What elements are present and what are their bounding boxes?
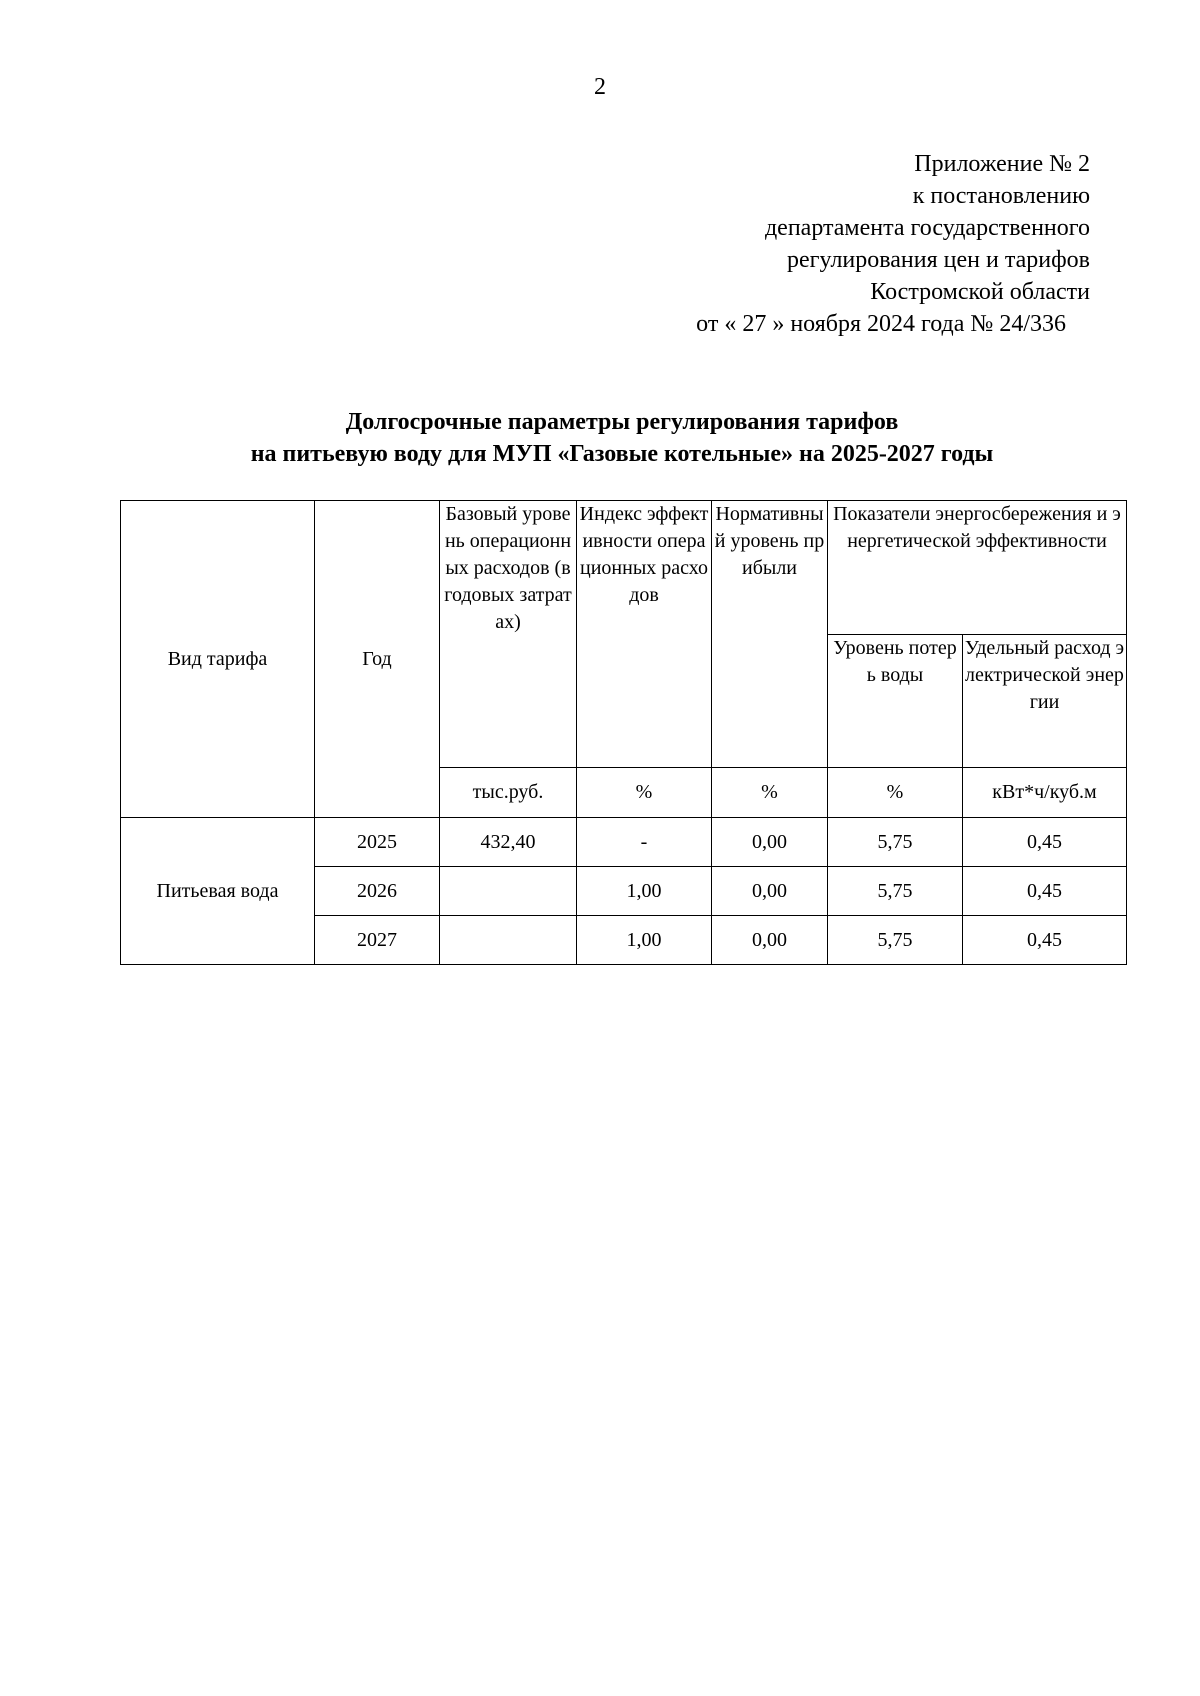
appendix-date-line: от « 27 » ноября 2024 года № 24/336 — [696, 311, 1066, 337]
year-cell: 2026 — [315, 867, 440, 916]
tariff-name-cell: Питьевая вода — [121, 818, 315, 965]
header-year: Год — [315, 501, 440, 818]
title-line: на питьевую воду для МУП «Газовые котельные» на 2025-2027 годы — [250, 441, 994, 467]
page-number: 2 — [594, 74, 606, 100]
header-energy-indicators: Показатели энергосбережения и энергетической эффективности — [828, 501, 1127, 635]
unit-electricity: кВт*ч/куб.м — [963, 768, 1127, 818]
appendix-line: Приложение № 2 — [914, 151, 1090, 177]
unit-normative-profit: % — [712, 768, 828, 818]
efficiency-index-cell: - — [577, 818, 712, 867]
appendix-line: Костромской области — [870, 279, 1090, 305]
water-loss-cell: 5,75 — [828, 818, 963, 867]
normative-profit-cell: 0,00 — [712, 916, 828, 965]
year-cell: 2025 — [315, 818, 440, 867]
base-level-cell — [440, 916, 577, 965]
appendix-line: регулирования цен и тарифов — [787, 247, 1090, 273]
unit-efficiency-index: % — [577, 768, 712, 818]
unit-water-loss: % — [828, 768, 963, 818]
base-level-cell — [440, 867, 577, 916]
year-cell: 2027 — [315, 916, 440, 965]
efficiency-index-cell: 1,00 — [577, 867, 712, 916]
header-efficiency-index: Индекс эффективности операционных расходов — [577, 501, 712, 768]
header-water-loss: Уровень потерь воды — [828, 635, 963, 768]
tariff-parameters-table — [120, 500, 1127, 965]
header-electricity: Удельный расход электрической энергии — [963, 635, 1127, 768]
base-level-cell: 432,40 — [440, 818, 577, 867]
document-title — [0, 406, 1200, 470]
electricity-cell: 0,45 — [963, 867, 1127, 916]
appendix-line: к постановлению — [912, 183, 1090, 209]
appendix-line: департамента государственного — [764, 215, 1090, 241]
header-tariff-type: Вид тарифа — [121, 501, 315, 818]
electricity-cell: 0,45 — [963, 818, 1127, 867]
header-normative-profit: Нормативный уровень прибыли — [712, 501, 828, 768]
electricity-cell: 0,45 — [963, 916, 1127, 965]
water-loss-cell: 5,75 — [828, 916, 963, 965]
title-line: Долгосрочные параметры регулирования тарифов — [345, 409, 899, 435]
normative-profit-cell: 0,00 — [712, 818, 828, 867]
table-row — [121, 818, 1127, 867]
water-loss-cell: 5,75 — [828, 867, 963, 916]
efficiency-index-cell: 1,00 — [577, 916, 712, 965]
header-base-level: Базовый уровень операционных расходов (в годовых затратах) — [440, 501, 577, 768]
appendix-block — [696, 148, 1090, 340]
unit-base-level: тыс.руб. — [440, 768, 577, 818]
normative-profit-cell: 0,00 — [712, 867, 828, 916]
